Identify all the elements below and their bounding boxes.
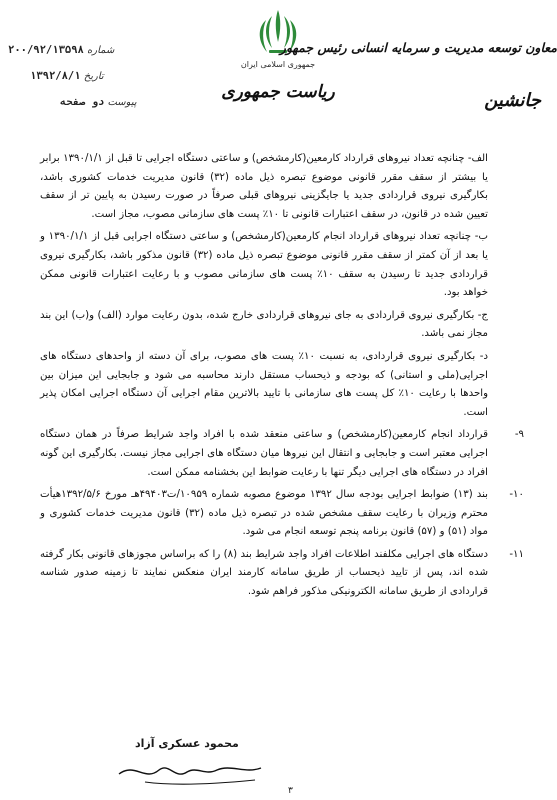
clause-alef: الف- چنانچه تعداد نیروهای قرارداد کارمعین(کارمشخص) و ساعتی دستگاه اجرایی تا قبل از ۱۳۹۰/۱/۱ برابر یا بیشتر از سقف مقرر قانونی موضوع تبصره ذیل ماده (۳۲) قانون مدیریت خدمات کشوری باشد، بکارگیری نیروی قراردادی جدید یا جایگزینی نیروهای قبلی صرفاً در صورت رسیدن به پایین تر از سقف تعیین شده در قانون، در سقف اعتبارات قانونی تا ۱۰٪ پست های سازمانی مصوب، مجاز است.	[40, 153, 488, 220]
letter-attachment-label: پیوست	[107, 97, 137, 108]
letter-date-value: ۱۳۹۲/۸/۱	[30, 70, 81, 82]
clause-dal: د- بکارگیری نیروی قراردادی، به نسبت ۱۰٪ پست های مصوب، برای آن دسته از واحدهای دستگاه های اجرایی(ملی و استانی) که بودجه و ذیحساب مستقل دارند محاسبه می شود و جابجایی این میزان بین واحدها با رعایت ۱۰٪ کل پست های سازمانی با تایید بالاترین مقام اجرایی آن دستگاه اجرایی امکان پذیر است.	[40, 350, 489, 418]
signer-name: محمود عسکری آزاد	[135, 737, 239, 750]
letter-attachment-value: دو صفحه	[60, 96, 105, 108]
clause-jim: ج- بکارگیری نیروی قراردادی به جای نیروهای قراردادی خارج شده، بدون رعایت موارد (الف) و(ب) این بند مجاز نمی باشد.	[40, 309, 488, 340]
letter-number-label: شماره	[87, 45, 115, 56]
letter-number-value: ۲۰۰/۹۲/۱۳۵۹۸	[8, 44, 84, 56]
item-text: دستگاه های اجرایی مکلفند اطلاعات افراد واجد شرایط بند (۸) را که براساس مجوزهای قانونی بکار گرفته شده اند، پس از تایید ذیحساب از طریق سامانه کارمند ایران منعکس نمایند تا زمینه صدور شناسه قراردادی از طریق سامانه الکترونیکی مذکور فراهم شود.	[40, 548, 488, 598]
item-10	[40, 486, 524, 542]
letter-date	[30, 70, 104, 82]
item-text: قرارداد انجام کارمعین(کارمشخص) و ساعتی منعقد شده با افراد واجد شرایط صرفاً در همان دستگاه اجرایی معتبر است و جابجایی و انتقال این نیروها میان دستگاه های اجرایی مجاز نیست. بکارگیری این گونه افراد در دستگاه های اجرایی دیگر تنها با رعایت ضوابط این بخشنامه ممکن است.	[40, 429, 488, 478]
republic-label: جمهوری اسلامی ایران	[240, 60, 316, 69]
letter-date-label: تاریخ	[83, 71, 104, 82]
clause-be: ب- چنانچه تعداد نیروهای قرارداد انجام کارمعین(کارمشخص) و ساعتی دستگاه اجرایی قبل از ۱۳۹۰/۱/۱ و یا بعد از آن کمتر از سقف مقرر قانونی موضوع تبصره ذیل ماده (۳۲) قانون مذکور باشد، بکارگیری نیروی قراردادی جدید تا رسیدن به سقف ۱۰٪ پست های سازمانی مصوب و با رعایت اعتبارات قانونی ممکن خواهد بود.	[40, 231, 488, 299]
page-number: ۳	[288, 786, 293, 796]
letter-body	[40, 150, 524, 606]
item-text: بند (۱۳) ضوابط اجرایی بودجه سال ۱۳۹۲ موضوع مصوبه شماره ۱۰۹۵۹/ت۴۹۴۰۳هـ مورخ ۱۳۹۲/۵/۶هیأت محترم وزیران با رعایت سقف مشخص شده در تبصره ذیل ماده (۳۲) قانون مدیریت خدمات کشوری و مواد (۵۱) و (۵۷) قانون برنامه پنجم توسعه انجام می شود.	[40, 489, 489, 538]
letter-number	[8, 44, 114, 56]
deputy-role: جانشین	[484, 90, 541, 111]
item-9	[40, 426, 524, 482]
signature-icon	[115, 752, 265, 792]
item-number: ۱۰-	[509, 489, 524, 501]
item-number: ۹-	[514, 429, 524, 441]
item-number: ۱۱-	[509, 548, 524, 560]
item-11	[40, 546, 524, 602]
letter-attachment	[60, 96, 137, 108]
presidency-title: ریاست جمهوری	[221, 82, 335, 102]
deputy-title: معاون توسعه مدیریت و سرمایه انسانی رئیس جمهور	[279, 40, 557, 55]
